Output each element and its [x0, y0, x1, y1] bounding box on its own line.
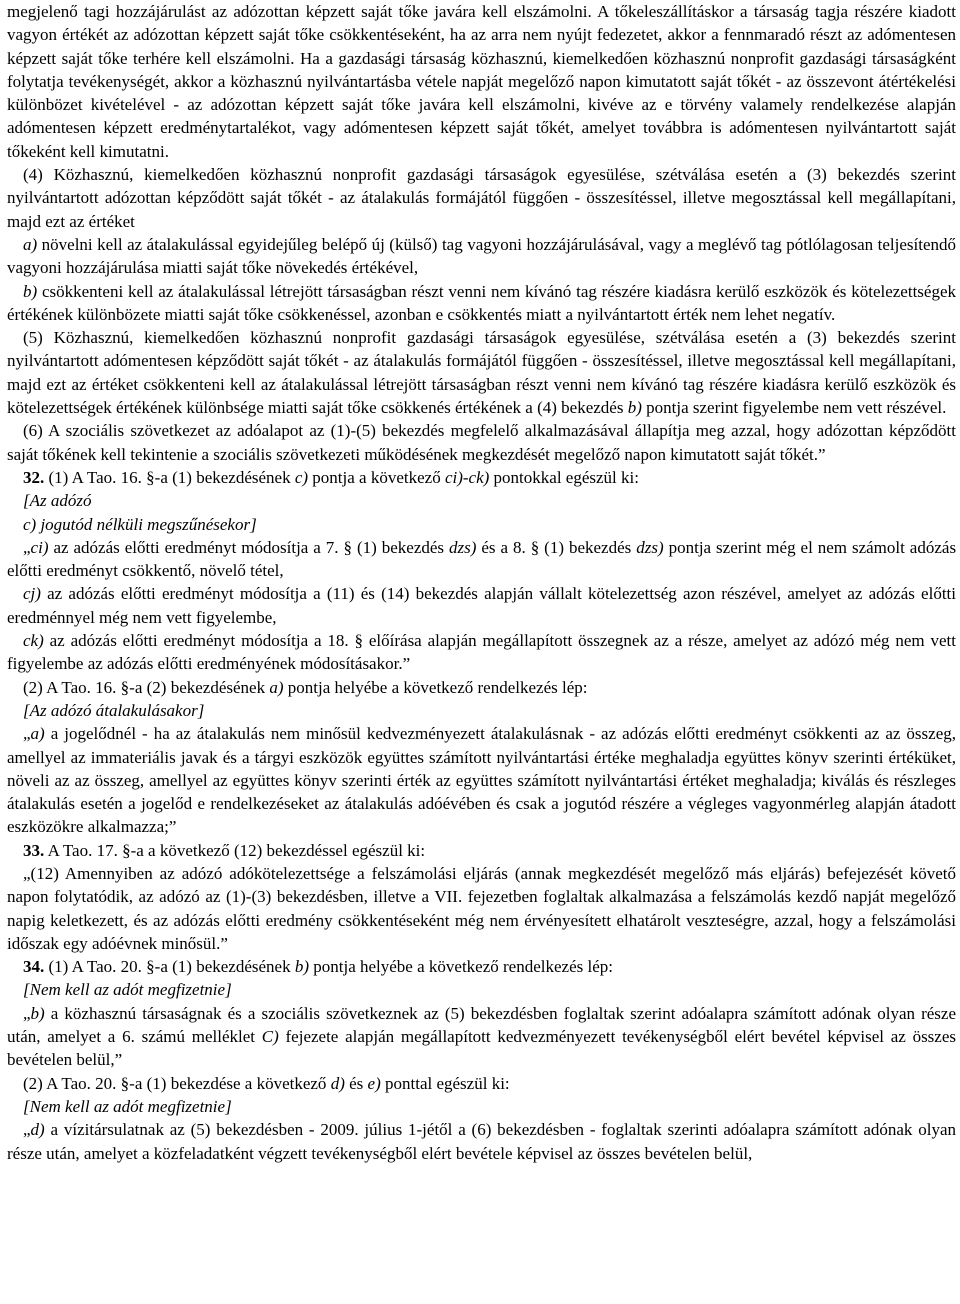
- point-marker: b): [23, 281, 38, 301]
- amendment-text: és: [349, 1073, 364, 1093]
- section-32-heading: [7, 466, 956, 489]
- amendment-text: pontokkal egészül ki:: [493, 467, 639, 487]
- section-number: 34.: [23, 957, 45, 977]
- point-marker: b): [30, 1003, 45, 1023]
- amendment-text: pontja a következő: [312, 467, 441, 487]
- point-marker: ci)-ck): [444, 467, 490, 487]
- bracket-context-nem-kell-1: [Nem kell az adót megfizetnie]: [23, 980, 232, 1000]
- point-marker: e): [367, 1073, 381, 1093]
- point-b: [7, 280, 956, 327]
- point-cj: [7, 582, 956, 629]
- point-ci: „ci) az adózás előtti eredményt módosítja a 7. § (1) bekezdés dzs) és a 8. § (1) bekezdés dzs) pontja szerint még el nem számolt adózás előtti eredményt csökkentő, növelő tétel,: [7, 537, 957, 581]
- point-text: az adózás előtti eredményt módosítja a 18. § előírása alapján megállapított összegnek az a része, amelyet az adózó még nem vett figyelembe az adózás előtti eredményének módosításakor.”: [7, 631, 956, 674]
- amendment-text: (2) A Tao. 20. §-a (1) bekezdése a következő: [23, 1073, 327, 1093]
- point-text: fejezete alapján megállapított kedvezményezett tevékenységből elért bevétel képvisel az összes bevételen belül,”: [7, 1027, 957, 1070]
- section-number: 32.: [23, 467, 45, 487]
- paragraph-text: megjelenő tagi hozzájárulást az adózottan képzett saját tőke javára kell elszámolni. A tőkeleszállításkor a társaság tagja részére kiadott vagyon értékét az adózottan képzett saját tőke csökkentéseként, ha az arra nem nyújt fedezetet, akkor a fennmaradó részt az adómentesen képzett saját tőke terhére kell elszámolni. Ha a gazdasági társaság közhasznú, kiemelkedően közhasznú nonprofit gazdasági társaságként folytatja tevékenységét, akkor a közhasznú nyilvántartásba vétele napját megelőző napon kimutatott saját tőkét - az összevont átértékelési különbözet kivételével - az adózottan képzett saját tőke javára kell elszámolni, kivéve az e törvény valamely rendelkezése alapján adómentesen képzett eredménytartalékot, vagy adómentesen képzett saját tőkét, amelyet továbbra is adómentesen nyilvántartott saját tőkeként kell kimutatni.: [7, 2, 956, 161]
- section-33-heading: [7, 839, 956, 862]
- point-marker: d): [330, 1073, 345, 1093]
- point-marker: dzs): [449, 537, 477, 557]
- amendment-text: pontja helyébe a következő rendelkezés lép:: [287, 677, 588, 697]
- point-marker: a): [30, 724, 45, 744]
- point-marker: cj): [23, 584, 41, 604]
- paragraph-text: pontja szerint figyelembe nem vett részével.: [646, 398, 947, 418]
- bracket-context-c: c) jogutód nélküli megszűnésekor]: [23, 514, 257, 534]
- point-text: a jogelődnél - ha az átalakulás nem minősül kedvezményezett átalakulásnak - az adózás előtti eredményt csökkenti az az összeg, amellyel az immateriális javak és a tárgyi eszközök együttes számított nyilvántartási értéke meghaladja együttes könyv szerinti értéküket, növeli az az összeg, amellyel az együttes könyv szerinti érték az együttes számított nyilvántartási értéket meghaladja; kiválás és részleges átalakulás esetén a jogelőd e rendelkezéseket az átalakulás adóévében és csak a jogutód részére a végleges vagyonmérleg alapján átadott eszközökre alkalmazza;”: [7, 724, 957, 837]
- point-marker: ci): [30, 537, 49, 557]
- point-b-kozhasznu: „b) a közhasznú társaságnak és a szociális szövetkeznek az (5) bekezdésben foglaltak szerint adóalapra számított adónak olyan része után, amelyet a 6. számú melléklet C) fejezete alapján megállapított kedvezményezett tevékenységből elért bevétel képvisel az összes bevételen belül,”: [7, 1003, 957, 1070]
- bracket-context-nem-kell-2: [Nem kell az adót megfizetnie]: [23, 1096, 232, 1116]
- point-text: a közhasznú társaságnak és a szociális szövetkeznek az (5) bekezdésben foglaltak szerint adóalapra számított adónak olyan része után, amelyet a 6. számú melléklet: [7, 1003, 957, 1047]
- point-text: az adózás előtti eredményt módosítja a 7. § (1) bekezdés: [53, 537, 445, 557]
- amendment-20-1: [7, 1072, 956, 1095]
- paragraph-tokeleszallitas: [7, 0, 956, 163]
- bracket-context-adozo: [Az adózó: [23, 491, 92, 511]
- point-text: és a 8. § (1) bekezdés: [481, 537, 632, 557]
- point-marker: a): [269, 677, 284, 697]
- paragraph-text: (4) Közhasznú, kiemelkedően közhasznú nonprofit gazdasági társaságok egyesülése, szétválása esetén a (3) bekezdés szerint nyilvántartott adózottan képződött saját tőkét - az átalakulás formájától függően - összesítéssel, illetve megosztással kell megállapítani, majd ezt az értéket: [7, 165, 956, 231]
- point-marker: dzs): [636, 537, 664, 557]
- amendment-16-2: [7, 676, 956, 699]
- paragraph-text: (6) A szociális szövetkezet az adóalapot az (1)-(5) bekezdés megfelelő alkalmazásával állapítja meg azzal, hogy adózottan képződött saját tőkének kell tekintenie a szociális szövetkezeti működésének megkezdését megelőző napon kimutatott saját tőkét.”: [7, 421, 956, 464]
- point-marker: b): [627, 398, 642, 418]
- point-text: a vízitársulatnak az (5) bekezdésben - 2009. július 1-jétől a (6) bekezdésben - foglaltak szerinti adóalapra számított adónak olyan része után, amelyet a közfeladatként végzett tevékenységből elért bevétele képvisel az összes bevételen belül,: [7, 1120, 957, 1163]
- point-a: [7, 233, 956, 280]
- point-text: pontja szerint még el nem számolt adózás előtti eredményt csökkentő, növelő tétel,: [7, 537, 957, 581]
- amendment-text: A Tao. 17. §-a a következő (12) bekezdéssel egészül ki:: [47, 840, 426, 860]
- bracket-context-atalakulas: [Az adózó átalakulásakor]: [23, 700, 205, 720]
- paragraph-text: „(12) Amennyiben az adózó adókötelezettsége a felszámolási eljárás (annak megkezdését megelőző más eljárás) befejezését követő napon folytatódik, az adózó az (1)-(3) bekezdésben, illetve a VII. fejezetben foglaltak alkalmazása a felszámolás kezdő napját megelőző napig keletkezett, és az adózás előtti eredmény csökkentéseként még nem érvényesített elhatárolt veszteségre, azzal, hogy a felszámolási időszak egy adóévnek minősül.”: [7, 863, 956, 953]
- section-number: 33.: [23, 840, 45, 860]
- amendment-text: (1) A Tao. 20. §-a (1) bekezdésének: [48, 957, 291, 977]
- paragraph-4: [7, 163, 956, 233]
- point-marker: d): [30, 1120, 45, 1140]
- amendment-text: (1) A Tao. 16. §-a (1) bekezdésének: [48, 467, 291, 487]
- point-marker: c): [294, 467, 309, 487]
- paragraph-text: (5) Közhasznú, kiemelkedően közhasznú nonprofit gazdasági társaságok egyesülése, szétválása esetén a (3) bekezdés szerint nyilvántartott adómentesen képződött saját tőkét - az átalakulás formájától függően - összesítéssel, illetve megosztással kell megállapítani, majd ezt az értéket csökkenteni kell az átalakulással létrejött társaságban részt venni nem kívánó tag részére kiadásra kerülő eszközök és kötelezettségek értékének különbsége miatti saját tőke csökkenés értékének a (4) bekezdés: [7, 328, 956, 418]
- paragraph-6: [7, 419, 956, 466]
- point-marker: a): [23, 234, 38, 254]
- point-a-jogelod: „a) a jogelődnél - ha az átalakulás nem minősül kedvezményezett átalakulásnak - az adózás előtti eredményt csökkenti az az összeg, amellyel az immateriális javak és a tárgyi eszközök együttes számított nyilvántartási értéke meghaladja együttes könyv szerinti értéküket, növeli az az összeg, amellyel az együttes könyv szerinti érték az együttes számított nyilvántartási értéket meghaladja; kiválás és részleges átalakulás esetén a jogelőd e rendelkezéseket az átalakulás adóévében és csak a jogutód részére a végleges vagyonmérleg alapján átadott eszközökre alkalmazza;”: [7, 724, 957, 837]
- amendment-text: pontja helyébe a következő rendelkezés lép:: [313, 957, 613, 977]
- point-text: növelni kell az átalakulással egyidejűleg belépő új (külső) tag vagyoni hozzájárulásával, vagy a meglévő tag pótlólagosan teljesítendő vagyoni hozzájárulása miatti saját tőke növekedés értékével,: [7, 234, 956, 278]
- section-34-heading: [7, 955, 956, 978]
- amendment-text: (2) A Tao. 16. §-a (2) bekezdésének: [23, 677, 266, 697]
- point-d-vizitarsulat: „d) a vízitársulatnak az (5) bekezdésben - 2009. július 1-jétől a (6) bekezdésben - foglaltak szerinti adóalapra számított adónak olyan része után, amelyet a közfeladatként végzett tevékenységből elért bevétele képvisel az összes bevételen belül,: [7, 1120, 957, 1163]
- point-ck: [7, 629, 956, 676]
- point-marker: C): [261, 1027, 279, 1047]
- paragraph-12: [7, 862, 956, 955]
- amendment-text: ponttal egészül ki:: [385, 1073, 510, 1093]
- point-text: az adózás előtti eredményt módosítja a (11) és (14) bekezdés alapján vállalt kötelezettség azon részével, amelyet az adózás előtti eredménnyel még nem vett figyelembe,: [7, 584, 956, 627]
- paragraph-5: [7, 326, 956, 419]
- point-marker: b): [294, 957, 309, 977]
- point-text: csökkenteni kell az átalakulással létrejött társaságban részt venni nem kívánó tag részére kiadásra kerülő eszközök és kötelezettségek értékének különbözete miatti saját tőke csökkenéssel, azonban e csökkentés miatt a nyilvántartott érték nem lehet negatív.: [7, 281, 957, 324]
- point-marker: ck): [23, 631, 44, 651]
